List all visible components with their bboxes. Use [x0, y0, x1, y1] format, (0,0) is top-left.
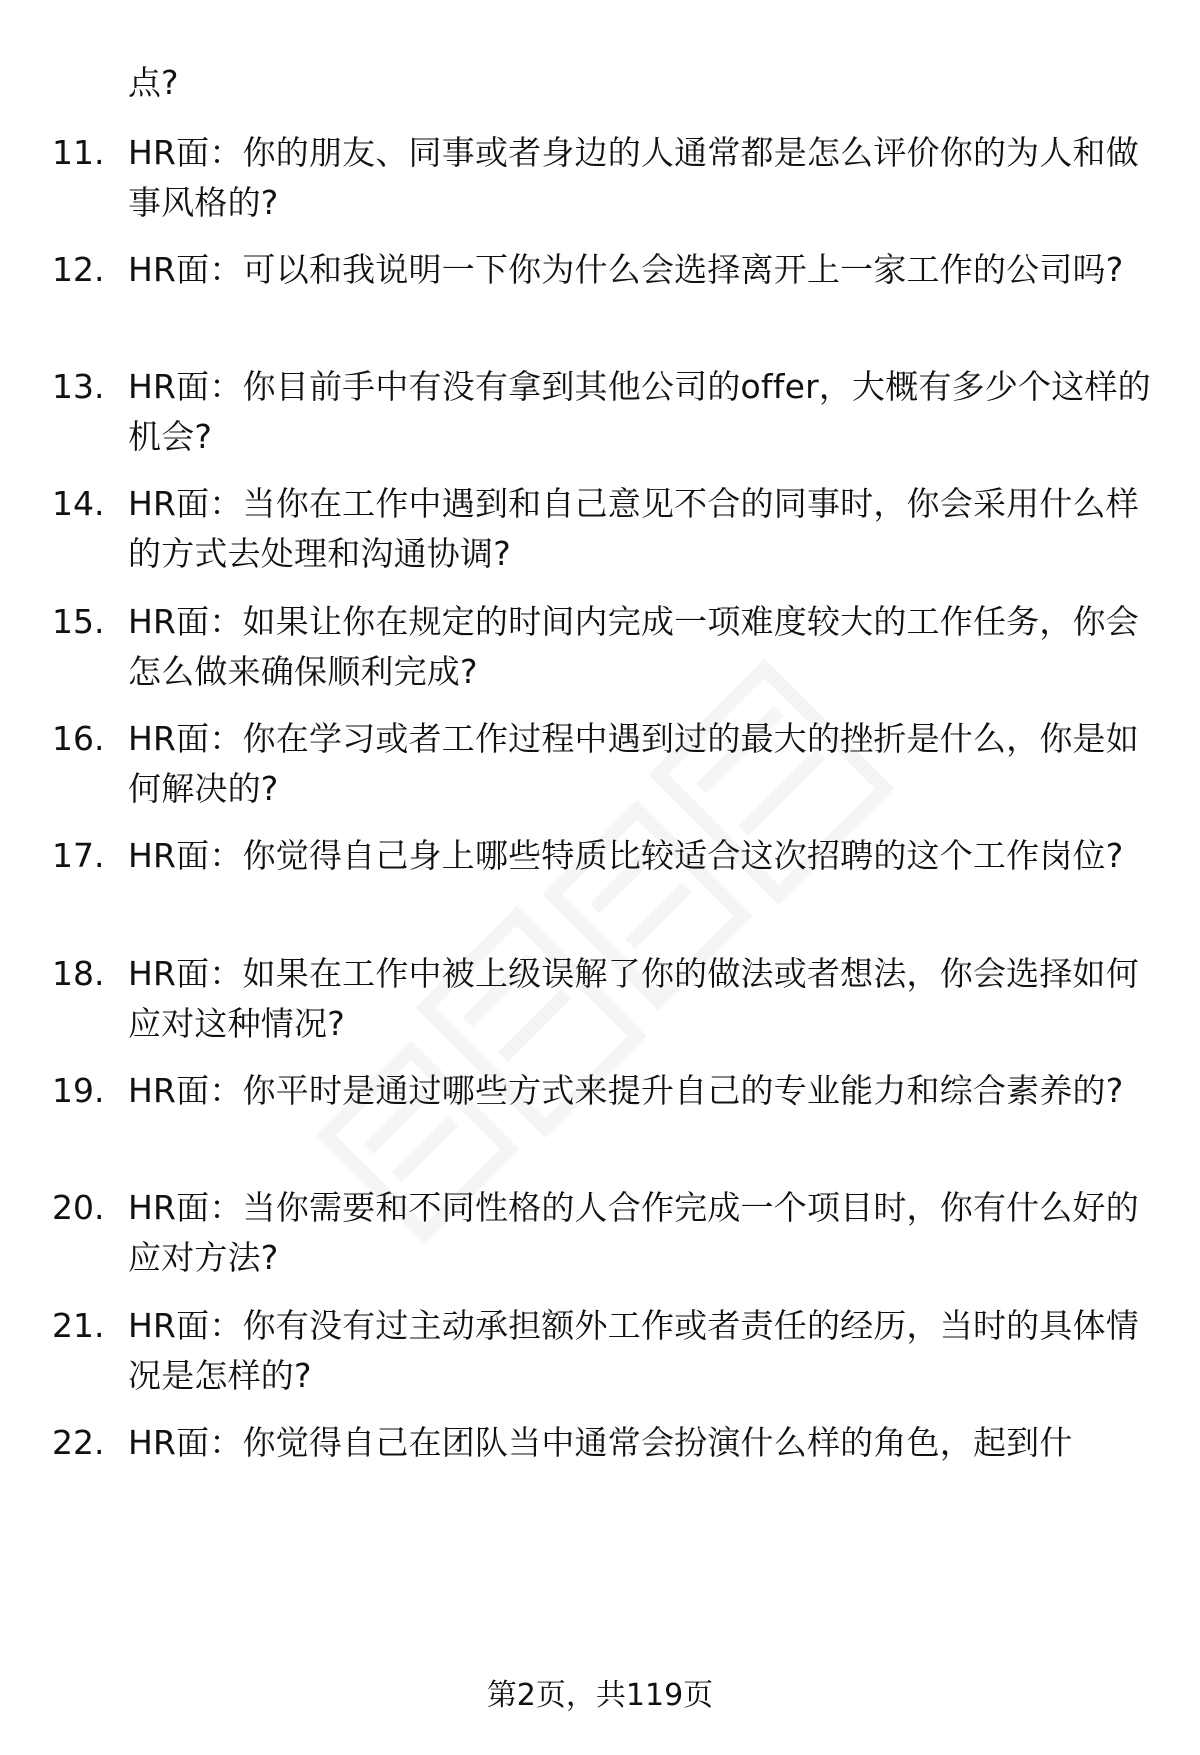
question-text: HR面：当你需要和不同性格的人合作完成一个项目时，你有什么好的应对方法? [128, 1188, 1139, 1277]
question-text: HR面：可以和我说明一下你为什么会选择离开上一家工作的公司吗? [128, 250, 1124, 289]
question-number: 16. [52, 719, 105, 758]
question-number: 20. [52, 1188, 105, 1227]
question-text: HR面：你平时是通过哪些方式来提升自己的专业能力和综合素养的? [128, 1071, 1124, 1110]
question-number: 11. [52, 133, 105, 172]
question-text: HR面：当你在工作中遇到和自己意见不合的同事时，你会采用什么样的方式去处理和沟通协调? [128, 484, 1139, 573]
question-text: HR面：你目前手中有没有拿到其他公司的offer，大概有多少个这样的机会? [128, 367, 1151, 456]
question-number: 19. [52, 1071, 105, 1110]
question-text: HR面：你有没有过主动承担额外工作或者责任的经历，当时的具体情况是怎样的? [128, 1306, 1139, 1395]
question-number: 14. [52, 484, 105, 523]
page-footer: 第2页，共119页 [486, 1678, 714, 1713]
question-text: HR面：你觉得自己身上哪些特质比较适合这次招聘的这个工作岗位? [128, 836, 1124, 875]
question-number: 15. [52, 602, 105, 641]
question-number: 22. [52, 1423, 105, 1462]
continued-text: 点? [128, 63, 179, 102]
question-text: HR面：如果在工作中被上级误解了你的做法或者想法，你会选择如何应对这种情况? [128, 954, 1139, 1043]
question-number: 13. [52, 367, 105, 406]
question-number: 18. [52, 954, 105, 993]
question-text: HR面：你在学习或者工作过程中遇到过的最大的挫折是什么，你是如何解决的? [128, 719, 1139, 808]
question-number: 17. [52, 836, 105, 875]
question-text: HR面：你的朋友、同事或者身边的人通常都是怎么评价你的为人和做事风格的? [128, 133, 1139, 222]
question-number: 12. [52, 250, 105, 289]
question-text: HR面：你觉得自己在团队当中通常会扮演什么样的角色，起到什 [128, 1423, 1073, 1462]
question-number: 21. [52, 1306, 105, 1345]
question-text: HR面：如果让你在规定的时间内完成一项难度较大的工作任务，你会怎么做来确保顺利完成? [128, 602, 1139, 691]
